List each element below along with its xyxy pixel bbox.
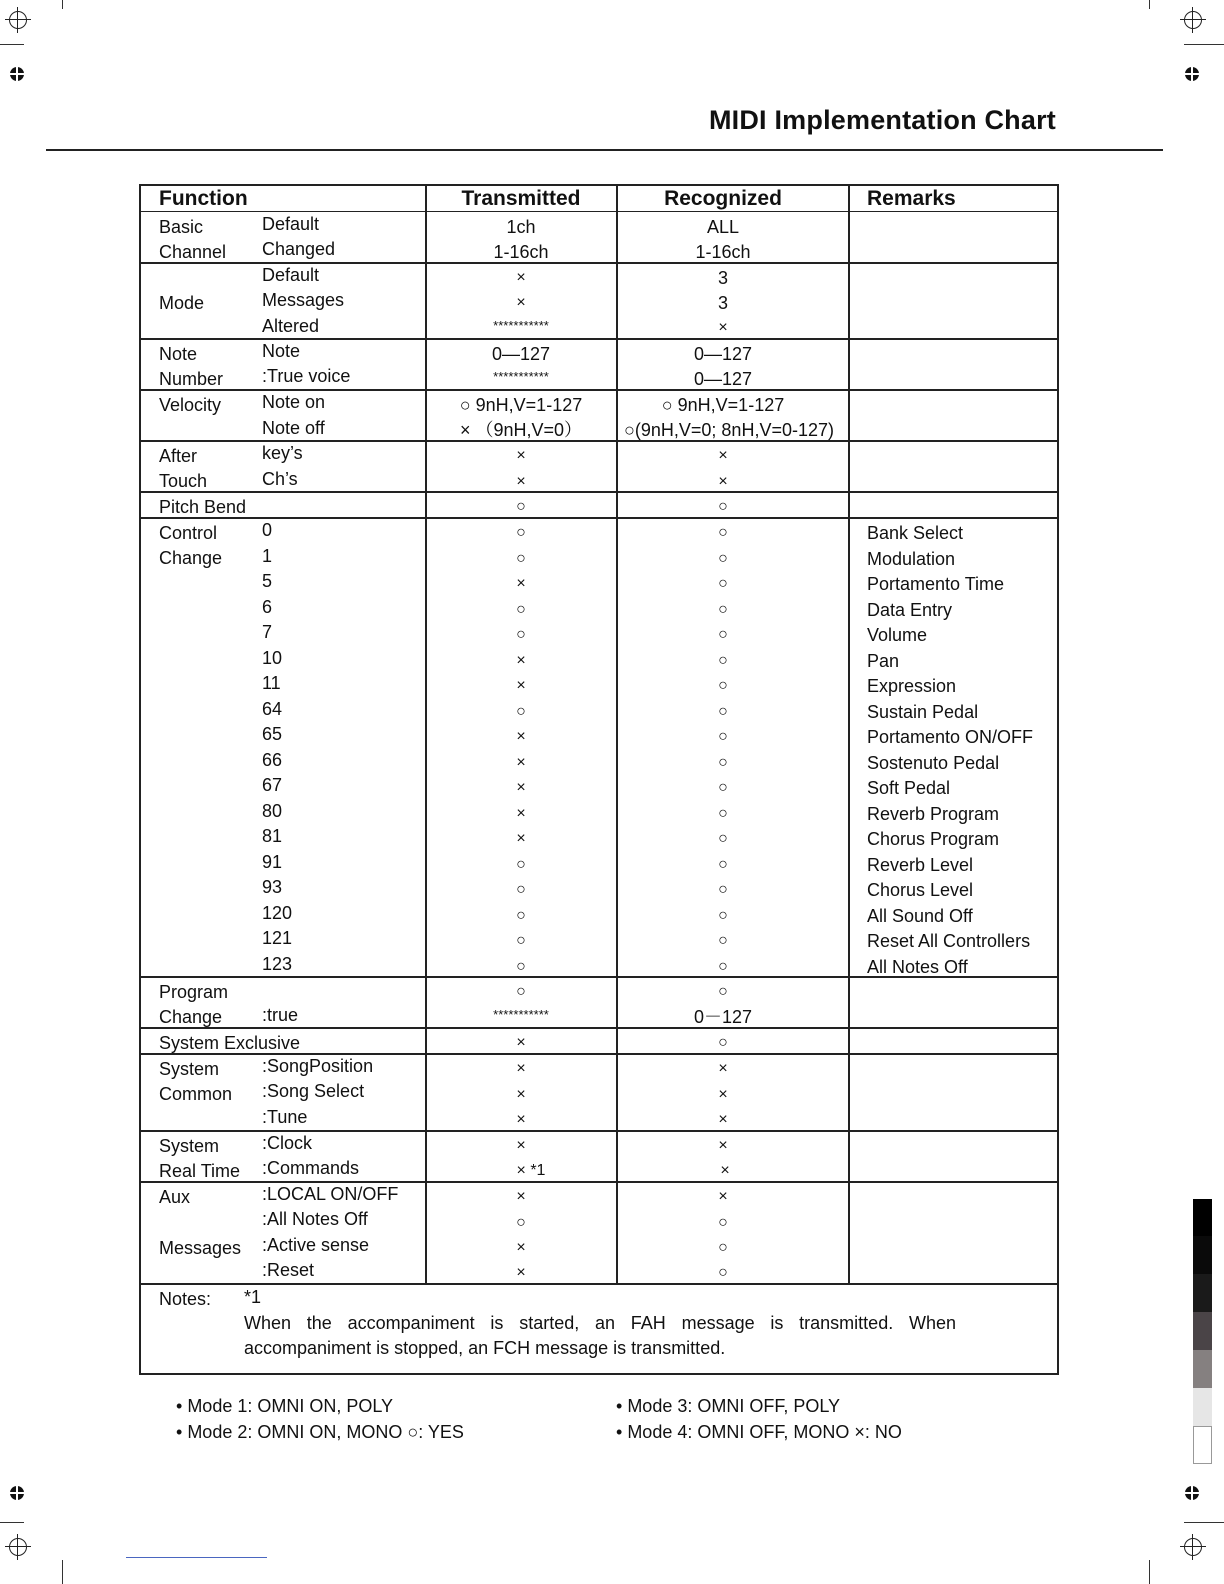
crop-tick [62,0,63,9]
sub-label: :true [262,1005,299,1025]
transmitted-value: × [516,1188,526,1205]
sub-label: :Tune [262,1107,308,1127]
recognized-value: ○ [718,881,728,898]
sub-label: :Reset [262,1260,315,1280]
row-divider [141,211,1057,212]
recognized-value: ○ [718,575,728,592]
transmitted-value: ○ [516,907,526,924]
crop-tick [1184,44,1224,45]
cc-number: 93 [262,877,283,897]
header-recognized: Recognized [664,187,782,210]
row-label-mode: Mode [159,293,205,313]
recognized-value: ○ [718,856,728,873]
cc-number: 120 [262,903,293,923]
remark-text: Soft Pedal [867,778,951,798]
recognized-value: ○ [718,1264,728,1281]
recognized-value: ○ [718,550,728,567]
recognized-value: × [718,1111,728,1128]
row-label-system: System [159,1136,220,1156]
transmitted-value: × [516,728,526,745]
recognized-value: ○ [718,652,728,669]
transmitted-value: ○ [516,881,526,898]
legend-mode-2: • Mode 2: OMNI ON, MONO ○: YES [176,1422,464,1442]
recognized-value: ○ [718,958,728,975]
transmitted-value: ○ [516,601,526,618]
recognized-value: 0—127 [693,344,753,364]
recognized-value: ○ [718,524,728,541]
recognized-value: ○ [718,1214,728,1231]
legend-mode-3: • Mode 3: OMNI OFF, POLY [616,1396,841,1416]
sub-label: :All Notes Off [262,1209,368,1229]
recognized-value: × [718,1188,728,1205]
row-label-messages: Messages [159,1238,242,1258]
recognized-value: ○ [718,703,728,720]
remark-text: Expression [867,676,957,696]
transmitted-value: × [516,1111,526,1128]
row-label-system: System [159,1059,220,1079]
row-label-pitch-bend: Pitch Bend [159,497,247,517]
transmitted-value: × [516,830,526,847]
recognized-value: ○ [718,754,728,771]
row-label-note: Note [159,344,198,364]
row-label-control: Control [159,523,218,543]
recognized-value: ○ [718,779,728,796]
remark-text: Chorus Program [867,829,1000,849]
remark-text: Portamento ON/OFF [867,727,1034,747]
cc-number: 10 [262,648,283,668]
transmitted-value: × [516,1264,526,1281]
column-divider [616,186,618,1284]
transmitted-value: ○ [516,626,526,643]
row-label-touch: Touch [159,471,208,491]
transmitted-value: ○ [516,703,526,720]
sub-label: :Clock [262,1133,313,1153]
transmitted-value: 1-16ch [493,242,549,262]
recognized-value: 3 [717,293,729,313]
recognized-value: 0－127 [693,1007,753,1027]
registration-mark-bottom-right [1180,1534,1206,1560]
remark-text: Reset All Controllers [867,931,1031,951]
sub-label: Altered [262,316,320,336]
cc-number: 0 [262,520,273,540]
cc-number: 5 [262,571,273,591]
recognized-value: 1-16ch [695,242,751,262]
recognized-value: × [718,1060,728,1077]
row-label-change: Change [159,1007,223,1027]
transmitted-value: ○ [516,932,526,949]
registration-mark-top-right [1180,7,1206,33]
transmitted-value: × [516,779,526,796]
recognized-value: × [718,319,728,336]
remark-text: Sustain Pedal [867,702,979,722]
row-divider [141,517,1057,519]
cc-number: 11 [262,673,281,693]
registration-dot-bottom-left [10,1486,24,1500]
sub-label: :Commands [262,1158,360,1178]
sub-label: Note [262,341,301,361]
remark-text: Reverb Program [867,804,1000,824]
recognized-value: × [718,473,728,490]
recognized-value: × [718,1086,728,1103]
crop-tick [1149,0,1150,9]
recognized-value: ○ [718,1034,728,1051]
transmitted-value: × [516,294,526,311]
recognized-value: ○ [718,601,728,618]
transmitted-value: *********** [493,318,549,333]
color-swatch [1193,1199,1212,1236]
row-label-change: Change [159,548,223,568]
cc-number: 80 [262,801,283,821]
notes-marker: *1 [244,1287,262,1307]
color-swatch [1193,1236,1212,1274]
recognized-value: × [718,1137,728,1154]
cc-number: 91 [262,852,283,872]
transmitted-value: *********** [493,1007,549,1022]
transmitted-value: × [516,1086,526,1103]
row-label-velocity: Velocity [159,395,222,415]
recognized-value: ○ [718,907,728,924]
transmitted-value: ○ [516,856,526,873]
registration-dot-top-left [10,67,24,81]
color-swatch [1193,1274,1212,1312]
remark-text: All Notes Off [867,957,968,977]
sub-label: Default [262,265,320,285]
transmitted-value: × [516,1060,526,1077]
header-remarks: Remarks [867,187,956,210]
transmitted-value: × [516,473,526,490]
recognized-value: 0—127 [693,369,753,389]
remark-text: All Sound Off [867,906,973,926]
recognized-value: 3 [717,268,729,288]
registration-mark-bottom-left [5,1534,31,1560]
transmitted-value: ○ [516,958,526,975]
crop-tick [1184,1522,1224,1523]
transmitted-value: × [516,754,526,771]
recognized-value: ○ [718,498,728,515]
crop-tick [62,1560,63,1584]
row-divider [141,1283,1057,1285]
row-label-system-exclusive: System Exclusive [159,1033,301,1053]
recognized-value: ALL [706,217,740,237]
sub-label: Ch’s [262,469,298,489]
crop-tick [1149,1560,1150,1584]
column-divider [425,186,427,1284]
sub-label: Default [262,214,320,234]
transmitted-value: × [516,805,526,822]
cc-number: 67 [262,775,283,795]
recognized-value: ○ [718,805,728,822]
registration-mark-top-left [5,7,31,33]
row-label-real-time: Real Time [159,1161,241,1181]
row-label-channel: Channel [159,242,227,262]
color-swatch [1193,1426,1212,1464]
remark-text: Data Entry [867,600,953,620]
sub-label: key’s [262,443,303,463]
sub-label: :Active sense [262,1235,370,1255]
remark-text: Chorus Level [867,880,974,900]
cc-number: 7 [262,622,273,642]
crop-tick [0,1522,24,1523]
column-divider [848,186,850,1284]
transmitted-value: × （9nH,V=0） [459,420,583,440]
transmitted-value: × [516,1239,526,1256]
sub-label: Note on [262,392,326,412]
remark-text: Portamento Time [867,574,1005,594]
row-divider [141,1027,1057,1029]
transmitted-value: ○ [516,983,526,1000]
recognized-value: ○ [718,677,728,694]
recognized-value: ○ 9nH,V=1-127 [661,395,785,415]
remark-text: Reverb Level [867,855,974,875]
transmitted-value: × [516,1137,526,1154]
notes-text: When the accompaniment is started, an FAH message is transmitted. When accompaniment is stopped, an FCH message is transmitted. [244,1313,956,1358]
registration-dot-top-right [1185,67,1199,81]
transmitted-value: ○ [516,1214,526,1231]
transmitted-value: × *1 [516,1162,546,1179]
sub-label: Note off [262,418,325,438]
transmitted-value: × [516,447,526,464]
color-swatch [1193,1388,1212,1426]
cc-number: 1 [262,546,273,566]
cc-number: 81 [262,826,283,846]
transmitted-value: × [516,575,526,592]
header-transmitted: Transmitted [461,187,581,210]
legend-mode-2-text: Mode 2: OMNI ON, MONO ○: YES [187,1422,464,1442]
cc-number: 64 [262,699,283,719]
row-divider [141,491,1057,493]
recognized-value: ○ [718,983,728,1000]
recognized-value: ○ [718,728,728,745]
legend-mode-1-text: Mode 1: OMNI ON, POLY [187,1396,394,1416]
legend-mode-4: • Mode 4: OMNI OFF, MONO ×: NO [616,1422,902,1442]
registration-dot-bottom-right [1185,1486,1199,1500]
legend-mode-1: • Mode 1: OMNI ON, POLY [176,1396,394,1416]
header-function: Function [159,187,248,210]
remark-text: Sostenuto Pedal [867,753,1000,773]
transmitted-value: × [516,1034,526,1051]
remark-text: Pan [867,651,900,671]
transmitted-value: ○ [516,550,526,567]
recognized-value: × [720,1162,730,1179]
sub-label: Changed [262,239,336,259]
legend-mode-4-text: Mode 4: OMNI OFF, MONO ×: NO [627,1422,902,1442]
cc-number: 6 [262,597,273,617]
recognized-value: ○ [718,1239,728,1256]
sub-label: :True voice [262,366,351,386]
notes-label: Notes: [159,1289,212,1309]
legend-mode-3-text: Mode 3: OMNI OFF, POLY [627,1396,841,1416]
color-swatch [1193,1312,1212,1350]
recognized-value: ○ [718,626,728,643]
transmitted-value: *********** [493,369,549,384]
cc-number: 121 [262,928,293,948]
midi-implementation-table [139,184,1059,1375]
transmitted-value: × [516,677,526,694]
row-label-basic: Basic [159,217,204,237]
recognized-value: × [718,447,728,464]
recognized-value: ○ [718,830,728,847]
row-label-after: After [159,446,198,466]
remark-text: Modulation [867,549,956,569]
transmitted-value: ○ [516,524,526,541]
transmitted-value: ○ [516,498,526,515]
transmitted-value: 0—127 [491,344,551,364]
title-rule [46,149,1163,151]
footer-rule [126,1557,267,1558]
row-label-number: Number [159,369,224,389]
recognized-value: ○ [718,932,728,949]
crop-tick [0,44,24,45]
transmitted-value: × [516,652,526,669]
remark-text: Bank Select [867,523,964,543]
page-title: MIDI Implementation Chart [708,105,1056,135]
cc-number: 123 [262,954,293,974]
cc-number: 66 [262,750,283,770]
transmitted-value: × [516,269,526,286]
sub-label: :LOCAL ON/OFF [262,1184,399,1204]
sub-label: :Song Select [262,1081,365,1101]
row-label-aux: Aux [159,1187,191,1207]
transmitted-value: ○ 9nH,V=1-127 [459,395,583,415]
recognized-value: ○(9nH,V=0; 8nH,V=0-127) [624,420,834,440]
cc-number: 65 [262,724,283,744]
sub-label: Messages [262,290,345,310]
transmitted-value: 1ch [506,217,536,237]
remark-text: Volume [867,625,928,645]
row-label-common: Common [159,1084,233,1104]
color-swatch [1193,1350,1212,1388]
row-label-program: Program [159,982,229,1002]
sub-label: :SongPosition [262,1056,374,1076]
